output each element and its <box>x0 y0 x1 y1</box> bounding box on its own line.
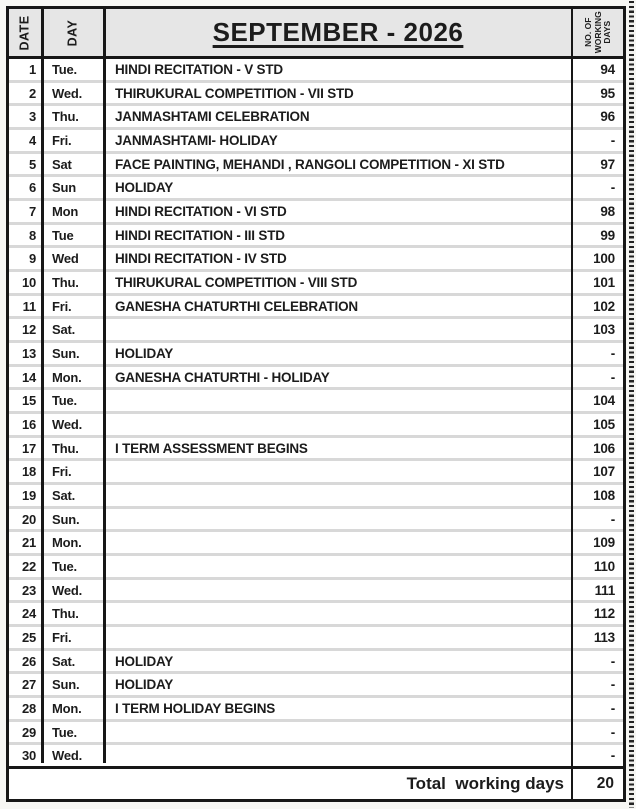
table-row <box>9 319 623 343</box>
date-cell: 26 <box>21 653 36 669</box>
table-row <box>9 745 623 766</box>
date-cell: 20 <box>21 511 36 527</box>
working-days-cell: 101 <box>593 274 615 290</box>
date-cell: 17 <box>21 440 36 456</box>
table-row <box>9 532 623 556</box>
table-row <box>9 509 623 533</box>
table-row <box>9 556 623 580</box>
working-days-cell: - <box>610 677 615 693</box>
working-days-cell: 103 <box>593 322 615 338</box>
table-row <box>9 580 623 604</box>
event-cell: JANMASHTAMI CELEBRATION <box>115 109 310 125</box>
total-working-days-value: 20 <box>596 775 614 792</box>
date-cell: 11 <box>22 298 36 314</box>
table-row <box>9 106 623 130</box>
date-cell: 27 <box>21 677 36 693</box>
event-cell: HOLIDAY <box>115 677 174 693</box>
date-cell: 15 <box>21 393 36 409</box>
day-cell: Wed. <box>52 416 83 432</box>
working-days-label-line-3: DAYS <box>601 21 612 44</box>
working-days-column-header <box>573 9 623 56</box>
working-days-label-line-2: WORKING <box>592 11 603 54</box>
day-cell: Tue <box>52 227 74 243</box>
event-cell: HINDI RECITATION - VI STD <box>115 203 287 219</box>
working-days-label-line-1: NO. OF <box>582 17 593 48</box>
day-cell: Sat. <box>52 322 76 338</box>
working-days-cell: 112 <box>593 606 615 622</box>
table-row <box>9 59 623 83</box>
date-cell: 1 <box>28 61 36 77</box>
date-cell: 30 <box>21 748 36 764</box>
table-row <box>9 722 623 746</box>
event-cell: GANESHA CHATURTHI - HOLIDAY <box>115 369 330 385</box>
month-title: SEPTEMBER - 2026 <box>212 17 464 47</box>
date-cell: 2 <box>28 85 36 101</box>
date-cell: 24 <box>21 606 36 622</box>
working-days-cell: - <box>610 700 615 716</box>
event-cell: FACE PAINTING, MEHANDI , RANGOLI COMPETITION - XI STD <box>115 156 505 172</box>
working-days-cell: 94 <box>600 61 615 77</box>
table-row <box>9 627 623 651</box>
column-divider-date-day <box>41 9 44 763</box>
table-row <box>9 603 623 627</box>
perforated-page-edge <box>629 1 634 808</box>
date-cell: 23 <box>21 582 36 598</box>
working-days-cell: - <box>610 724 615 740</box>
day-cell: Thu. <box>52 109 79 125</box>
table-row <box>9 83 623 107</box>
working-days-cell: 104 <box>593 393 615 409</box>
working-days-cell: 97 <box>600 156 615 172</box>
day-cell: Fri. <box>52 464 72 480</box>
calendar-rows <box>9 59 623 766</box>
working-days-cell: - <box>610 653 615 669</box>
day-cell: Thu. <box>52 440 79 456</box>
table-row <box>9 390 623 414</box>
date-cell: 5 <box>28 156 36 172</box>
event-cell: THIRUKURAL COMPETITION - VII STD <box>115 85 354 101</box>
table-row <box>9 461 623 485</box>
date-cell: 8 <box>28 227 36 243</box>
date-cell: 7 <box>28 203 36 219</box>
date-cell: 19 <box>21 487 36 503</box>
date-cell: 4 <box>28 132 36 148</box>
day-cell: Wed. <box>52 582 83 598</box>
total-working-days-label: Total working days <box>406 774 564 793</box>
table-header-row <box>9 9 623 59</box>
day-cell: Sat. <box>52 487 76 503</box>
day-cell: Tue. <box>52 61 77 77</box>
working-days-cell: 111 <box>594 582 615 598</box>
table-row <box>9 414 623 438</box>
day-cell: Sun <box>52 180 76 196</box>
working-days-cell: 96 <box>600 109 615 125</box>
table-row <box>9 698 623 722</box>
date-cell: 22 <box>21 558 36 574</box>
day-cell: Tue. <box>52 393 77 409</box>
working-days-cell: - <box>610 345 615 361</box>
working-days-cell: - <box>610 180 615 196</box>
table-row <box>9 225 623 249</box>
date-cell: 9 <box>28 251 36 267</box>
calendar-table <box>6 6 626 802</box>
table-row <box>9 485 623 509</box>
event-cell: HINDI RECITATION - IV STD <box>115 251 287 267</box>
day-cell: Mon. <box>52 535 82 551</box>
table-row <box>9 651 623 675</box>
day-cell: Fri. <box>52 298 72 314</box>
day-cell: Wed. <box>52 748 83 764</box>
day-cell: Sat. <box>52 653 76 669</box>
table-row <box>9 248 623 272</box>
working-days-cell: - <box>610 511 615 527</box>
event-cell: HINDI RECITATION - III STD <box>115 227 285 243</box>
date-cell: 13 <box>21 345 36 361</box>
working-days-cell: 106 <box>593 440 615 456</box>
day-cell: Mon. <box>52 700 82 716</box>
table-row <box>9 367 623 391</box>
table-row <box>9 296 623 320</box>
event-cell: GANESHA CHATURTHI CELEBRATION <box>115 298 358 314</box>
date-cell: 21 <box>21 535 36 551</box>
date-cell: 29 <box>21 724 36 740</box>
event-cell: HOLIDAY <box>115 345 174 361</box>
working-days-cell: 113 <box>593 629 615 645</box>
date-cell: 16 <box>21 416 36 432</box>
day-cell: Sat <box>52 156 72 172</box>
working-days-cell: 108 <box>593 487 615 503</box>
working-days-cell: 98 <box>600 203 615 219</box>
day-column-label: DAY <box>65 19 79 46</box>
column-divider-event-days <box>571 9 574 799</box>
working-days-column-label <box>584 11 613 53</box>
event-cell: HOLIDAY <box>115 180 174 196</box>
working-days-cell: 110 <box>593 558 615 574</box>
day-cell: Fri. <box>52 629 72 645</box>
event-cell: I TERM HOLIDAY BEGINS <box>115 700 276 716</box>
day-cell: Tue. <box>52 558 77 574</box>
event-cell: HOLIDAY <box>115 653 174 669</box>
working-days-cell: 109 <box>593 535 615 551</box>
table-row <box>9 674 623 698</box>
day-cell: Fri. <box>52 132 72 148</box>
date-cell: 3 <box>28 109 36 125</box>
table-row <box>9 201 623 225</box>
table-row <box>9 272 623 296</box>
working-days-cell: - <box>610 132 615 148</box>
day-cell: Sun. <box>52 677 80 693</box>
date-cell: 25 <box>21 629 36 645</box>
month-title-header <box>103 9 573 56</box>
date-cell: 6 <box>28 180 36 196</box>
event-cell: THIRUKURAL COMPETITION - VIII STD <box>115 274 358 290</box>
date-cell: 18 <box>21 464 36 480</box>
date-column-label: DATE <box>18 14 33 51</box>
day-cell: Wed. <box>52 85 83 101</box>
working-days-cell: 107 <box>593 464 615 480</box>
working-days-cell: - <box>610 369 615 385</box>
day-cell: Mon. <box>52 369 82 385</box>
day-cell: Sun. <box>52 511 80 527</box>
table-row <box>9 343 623 367</box>
table-row <box>9 438 623 462</box>
column-divider-day-event <box>103 9 106 763</box>
day-cell: Sun. <box>52 345 80 361</box>
day-cell: Tue. <box>52 724 77 740</box>
day-column-header <box>41 9 103 56</box>
day-cell: Mon <box>52 203 79 219</box>
day-cell: Thu. <box>52 606 79 622</box>
date-cell: 28 <box>21 700 36 716</box>
day-cell: Thu. <box>52 274 79 290</box>
total-row <box>9 766 623 799</box>
table-row <box>9 154 623 178</box>
table-row <box>9 130 623 154</box>
working-days-cell: 99 <box>600 227 615 243</box>
day-cell: Wed <box>52 251 79 267</box>
date-cell: 14 <box>21 369 36 385</box>
event-cell: HINDI RECITATION - V STD <box>115 61 283 77</box>
date-cell: 10 <box>21 274 36 290</box>
table-row <box>9 177 623 201</box>
event-cell: JANMASHTAMI- HOLIDAY <box>115 132 278 148</box>
working-days-cell: - <box>610 748 615 764</box>
event-cell: I TERM ASSESSMENT BEGINS <box>115 440 308 456</box>
date-cell: 12 <box>21 322 36 338</box>
working-days-cell: 102 <box>593 298 615 314</box>
working-days-cell: 105 <box>593 416 615 432</box>
working-days-cell: 100 <box>593 251 615 267</box>
date-column-header <box>9 9 41 56</box>
working-days-cell: 95 <box>600 85 615 101</box>
